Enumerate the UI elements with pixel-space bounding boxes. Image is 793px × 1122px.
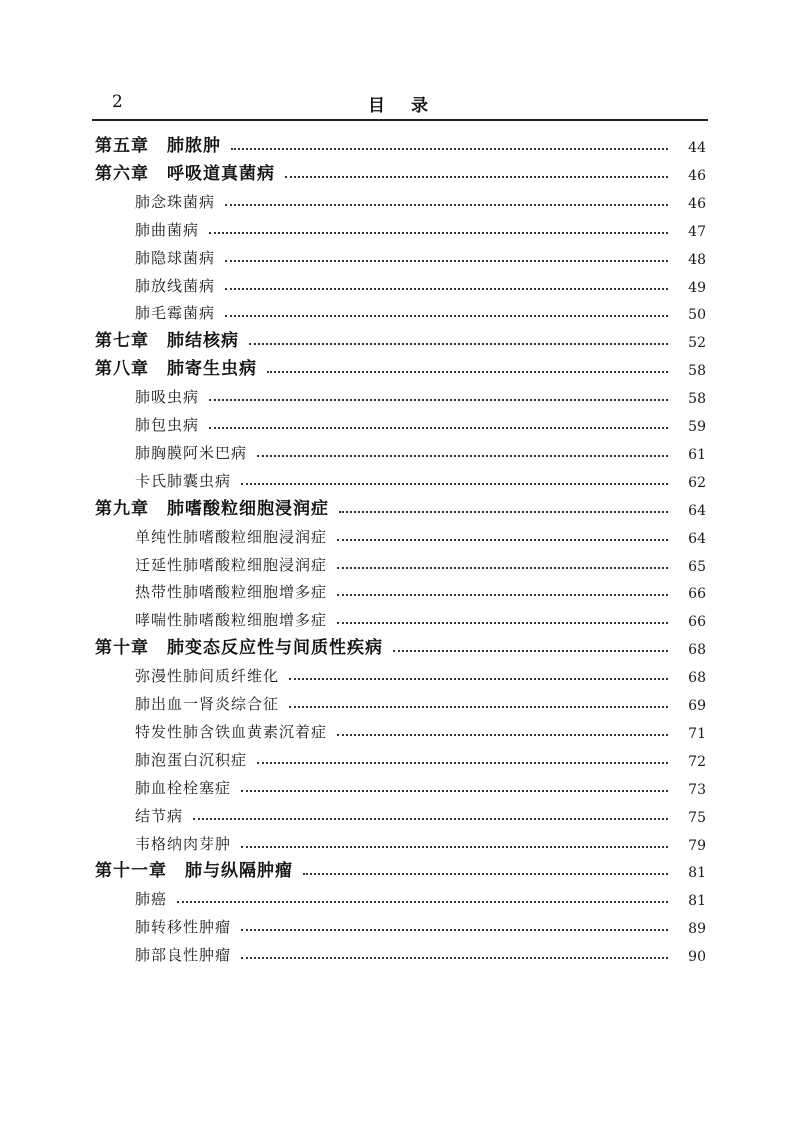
toc-section-row [135, 660, 706, 686]
dot-leader [193, 818, 668, 820]
dot-leader [337, 539, 668, 541]
toc-page-number: 46 [688, 167, 706, 184]
toc-page-number: 50 [688, 307, 706, 324]
toc-entry-title [135, 833, 231, 854]
dot-leader [289, 678, 668, 680]
toc-section-row [135, 716, 706, 742]
toc-page-number: 66 [688, 586, 706, 603]
dot-leader [339, 511, 668, 513]
dot-leader [177, 901, 668, 903]
toc-page-number: 81 [688, 893, 706, 910]
toc-entry-title [95, 633, 383, 658]
toc-title-text: 肺脓肿 [167, 136, 221, 156]
toc-entry-title [135, 414, 199, 435]
toc-page-number: 72 [688, 753, 706, 770]
toc-entry-title [95, 159, 275, 184]
toc-entry-title [95, 326, 239, 351]
toc-page-number: 64 [688, 502, 706, 519]
toc-entry-title [135, 665, 279, 686]
dot-leader [285, 176, 668, 178]
toc-page-number: 47 [688, 223, 706, 240]
toc-title-text: 肺包虫病 [135, 416, 200, 434]
toc-section-row [135, 911, 706, 937]
dot-leader [225, 204, 668, 206]
toc-title-text: 肺曲菌病 [135, 220, 200, 239]
toc-title-text: 肺吸虫病 [135, 388, 200, 407]
toc-title-text: 肺癌 [135, 890, 168, 909]
toc-chapter-row [95, 158, 706, 184]
toc-page-number: 61 [688, 446, 706, 463]
toc-title-text: 肺念珠菌病 [135, 192, 216, 211]
dot-leader [241, 929, 668, 931]
toc-page-number: 59 [688, 419, 706, 435]
toc-page-number: 62 [688, 474, 706, 491]
toc-title-text: 哮喘性肺嗜酸粒细胞增多症 [135, 611, 328, 630]
toc-entry-title [135, 777, 231, 798]
dot-leader [303, 873, 668, 875]
toc-page-number: 71 [688, 725, 706, 742]
chapter-number: 第五章 [95, 136, 149, 156]
dot-leader [289, 706, 668, 708]
toc-entry-title [135, 693, 279, 714]
toc-title-text: 肺出血一肾炎综合征 [135, 695, 280, 713]
toc-section-row [135, 828, 706, 854]
toc-title-text: 特发性肺含铁血黄素沉着症 [135, 722, 328, 741]
dot-leader [241, 957, 668, 959]
toc-page-number: 75 [688, 809, 706, 826]
toc-page-number: 66 [688, 614, 706, 631]
toc-title-text: 呼吸道真菌病 [167, 163, 275, 184]
chapter-number: 第七章 [95, 331, 149, 352]
dot-leader [241, 846, 668, 848]
chapter-number: 第六章 [95, 163, 149, 184]
toc-page-number: 69 [688, 698, 706, 714]
toc-title-text: 肺嗜酸粒细胞浸润症 [167, 498, 329, 519]
toc-title-text: 热带性肺嗜酸粒细胞增多症 [135, 583, 328, 602]
toc-page-number: 58 [688, 363, 706, 380]
toc-title-text: 肺变态反应性与间质性疾病 [167, 638, 383, 659]
dot-leader [249, 343, 668, 345]
dot-leader [209, 427, 668, 429]
toc-chapter-row [95, 353, 706, 379]
toc-entry-title [135, 247, 215, 268]
dot-leader [337, 594, 668, 596]
page-title: 目录 [368, 96, 454, 116]
toc-title-text: 迁延性肺嗜酸粒细胞浸润症 [135, 555, 328, 574]
toc-page-number: 90 [688, 949, 706, 966]
toc-section-row [135, 772, 706, 798]
page-number: 2 [112, 92, 123, 112]
chapter-number: 第九章 [95, 498, 149, 519]
dot-leader [337, 567, 668, 569]
toc-title-text: 肺胸膜阿米巴病 [135, 443, 248, 462]
toc-entry-title [135, 302, 215, 323]
toc-chapter-row [95, 493, 706, 519]
toc-title-text: 肺隐球菌病 [135, 248, 216, 267]
toc-title-text: 卡氏肺囊虫病 [135, 471, 232, 490]
dot-leader [225, 288, 668, 290]
toc-section-row [135, 186, 706, 212]
dot-leader [231, 148, 668, 150]
toc-title-text: 肺寄生虫病 [167, 359, 257, 380]
toc-title-text: 肺转移性肿瘤 [135, 918, 232, 937]
toc-entry-title [95, 354, 257, 379]
toc-section-row [135, 242, 706, 268]
toc-section-row [135, 521, 706, 547]
dot-leader [267, 371, 668, 373]
toc-section-row [135, 604, 706, 630]
toc-section-row [135, 549, 706, 575]
toc-entry-title [135, 916, 231, 937]
toc-entry-title [135, 721, 327, 742]
toc-title-text: 结节病 [135, 806, 184, 825]
toc-section-row [135, 270, 706, 296]
toc-chapter-row [95, 130, 706, 156]
toc-page-number: 52 [688, 335, 706, 352]
toc-title-text: 弥漫性肺间质纤维化 [135, 667, 280, 686]
toc-section-row [135, 744, 706, 770]
toc-entry-title [135, 944, 231, 965]
dot-leader [225, 260, 668, 262]
toc-entry-title [95, 494, 329, 519]
dot-leader [257, 762, 668, 764]
toc-title-text: 肺泡蛋白沉积症 [135, 750, 248, 769]
toc-section-row [135, 939, 706, 965]
toc-section-row [135, 800, 706, 826]
toc-section-row [135, 214, 706, 240]
dot-leader [225, 315, 668, 317]
toc-page-number: 65 [688, 558, 706, 575]
toc-entry-title [135, 526, 327, 547]
dot-leader [241, 790, 668, 792]
toc-entry-title [135, 805, 183, 826]
toc-section-row [135, 576, 706, 602]
chapter-number: 第十章 [95, 638, 149, 659]
toc-section-row [135, 381, 706, 407]
toc-entry-title [135, 275, 215, 296]
toc-chapter-row [95, 855, 706, 881]
toc-entry-title [95, 856, 293, 881]
toc-page-number: 48 [688, 251, 706, 268]
toc-chapter-row [95, 325, 706, 351]
toc-page-number: 44 [688, 140, 706, 156]
toc-title-text: 肺部良性肿瘤 [135, 946, 232, 965]
toc-entry-title [135, 581, 327, 602]
toc-page-number: 46 [688, 195, 706, 212]
toc-page-number: 68 [688, 642, 706, 659]
chapter-number: 第八章 [95, 359, 149, 380]
toc-page-number: 58 [688, 391, 706, 408]
toc-page-number: 73 [688, 781, 706, 798]
toc-entry-title [135, 609, 327, 630]
toc-title-text: 肺结核病 [167, 331, 239, 352]
toc-page-number: 49 [688, 279, 706, 296]
dot-leader [209, 399, 668, 401]
toc-section-row [135, 883, 706, 909]
toc-page-number: 64 [688, 530, 706, 547]
dot-leader [393, 650, 668, 652]
toc-entry-title [135, 749, 247, 770]
toc-title-text: 肺毛霉菌病 [135, 304, 216, 323]
toc-page-number: 68 [688, 670, 706, 687]
chapter-number: 第十一章 [95, 861, 167, 882]
toc-entry-title [135, 442, 247, 463]
toc-entry-title [135, 219, 199, 240]
toc-section-row [135, 409, 706, 435]
dot-leader [241, 483, 668, 485]
toc-title-text: 单纯性肺嗜酸粒细胞浸润症 [135, 527, 328, 546]
dot-leader [337, 734, 668, 736]
dot-leader [337, 622, 668, 624]
dot-leader [257, 455, 668, 457]
toc-entry-title [95, 131, 221, 156]
toc-entry-title [135, 470, 231, 491]
toc-page-number: 81 [688, 865, 706, 882]
toc-page-number: 79 [688, 837, 706, 854]
toc-entry-title [135, 888, 167, 909]
toc-entry-title [135, 554, 327, 575]
toc-title-text: 肺放线菌病 [135, 276, 216, 295]
toc-page-number: 89 [688, 921, 706, 938]
toc-chapter-row [95, 632, 706, 658]
toc-section-row [135, 688, 706, 714]
toc-title-text: 韦格纳肉芽肿 [135, 834, 232, 853]
toc-entry-title [135, 191, 215, 212]
dot-leader [209, 232, 668, 234]
toc-section-row [135, 437, 706, 463]
toc-section-row [135, 297, 706, 323]
toc-section-row [135, 465, 706, 491]
toc-entry-title [135, 386, 199, 407]
toc-title-text: 肺与纵隔肿瘤 [185, 861, 293, 882]
toc-title-text: 肺血栓栓塞症 [135, 778, 232, 797]
